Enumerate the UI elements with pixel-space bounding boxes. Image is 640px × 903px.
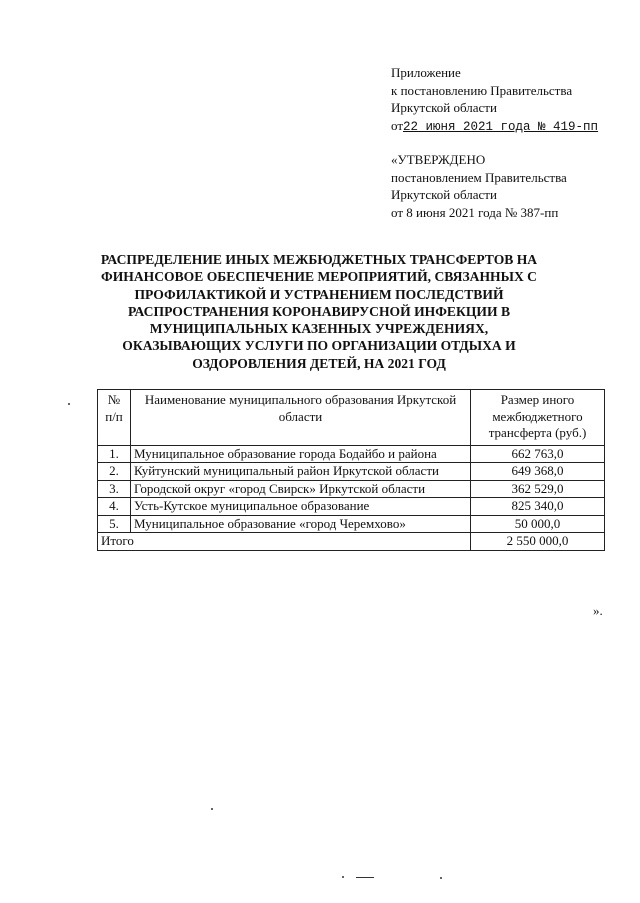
row-name: Муниципальное образование города Бодайбо и района bbox=[131, 445, 471, 463]
total-amount: 2 550 000,0 bbox=[471, 533, 605, 551]
table-row bbox=[98, 515, 605, 533]
approved-line-3: Иркутской области bbox=[391, 187, 497, 202]
table-row bbox=[98, 463, 605, 481]
approved-line-2: постановлением Правительства bbox=[391, 169, 567, 185]
table-header-row bbox=[98, 390, 605, 446]
scan-speck bbox=[342, 876, 344, 878]
allocation-table bbox=[97, 389, 605, 551]
approved-block bbox=[391, 151, 567, 221]
row-name: Городской округ «город Свирск» Иркутской области bbox=[131, 480, 471, 498]
appendix-date-prefix: от bbox=[391, 117, 404, 133]
row-amount: 362 529,0 bbox=[471, 480, 605, 498]
row-name: Куйтунский муниципальный район Иркутской области bbox=[131, 463, 471, 481]
row-num: 2. bbox=[98, 463, 131, 481]
scan-speck bbox=[68, 403, 70, 405]
row-amount: 649 368,0 bbox=[471, 463, 605, 481]
table-total-row bbox=[98, 533, 605, 551]
row-name: Муниципальное образование «город Черемхово» bbox=[131, 515, 471, 533]
scan-speck bbox=[356, 877, 374, 878]
row-num: 5. bbox=[98, 515, 131, 533]
header-name: Наименование муниципального образования Иркутской области bbox=[131, 390, 471, 446]
scan-speck bbox=[211, 808, 213, 810]
closing-quote: ». bbox=[593, 603, 603, 618]
table-row bbox=[98, 445, 605, 463]
header-amount: Размер иного межбюджетного трансферта (руб.) bbox=[471, 390, 605, 446]
approved-line-4: от 8 июня 2021 года № 387-пп bbox=[391, 204, 559, 220]
row-num: 4. bbox=[98, 498, 131, 516]
row-name: Усть-Кутское муниципальное образование bbox=[131, 498, 471, 516]
row-num: 3. bbox=[98, 480, 131, 498]
header-num: № п/п bbox=[98, 390, 131, 446]
row-num: 1. bbox=[98, 445, 131, 463]
scan-speck bbox=[440, 877, 442, 879]
row-amount: 825 340,0 bbox=[471, 498, 605, 516]
document-heading: РАСПРЕДЕЛЕНИЕ ИНЫХ МЕЖБЮДЖЕТНЫХ ТРАНСФЕРТОВ НА ФИНАНСОВОЕ ОБЕСПЕЧЕНИЕ МЕРОПРИЯТИЙ, СВЯЗАННЫХ С ПРОФИЛАКТИКОЙ И УСТРАНЕНИЕМ ПОСЛЕДСТВИЙ РАСПРОСТРАНЕНИЯ КОРОНАВИРУСНОЙ ИНФЕКЦИИ В МУНИЦИПАЛЬНЫХ КАЗЕННЫХ УЧРЕЖДЕНИЯХ, ОКАЗЫВАЮЩИХ УСЛУГИ ПО ОРГАНИЗАЦИИ ОТДЫХА И ОЗДОРОВЛЕНИЯ ДЕТЕЙ, НА 2021 ГОД bbox=[100, 252, 538, 371]
table-row bbox=[98, 498, 605, 516]
total-label: Итого bbox=[98, 533, 471, 551]
appendix-title: Приложение bbox=[391, 65, 461, 80]
row-amount: 50 000,0 bbox=[471, 515, 605, 533]
appendix-line-3: Иркутской области bbox=[391, 100, 497, 115]
appendix-date-line bbox=[391, 117, 598, 137]
table-row bbox=[98, 480, 605, 498]
approved-title: «УТВЕРЖДЕНО bbox=[391, 152, 486, 167]
appendix-typed-date: 22 июня 2021 года № 419-пп bbox=[403, 119, 599, 134]
appendix-line-2: к постановлению Правительства bbox=[391, 82, 573, 98]
appendix-block bbox=[391, 64, 598, 136]
row-amount: 662 763,0 bbox=[471, 445, 605, 463]
